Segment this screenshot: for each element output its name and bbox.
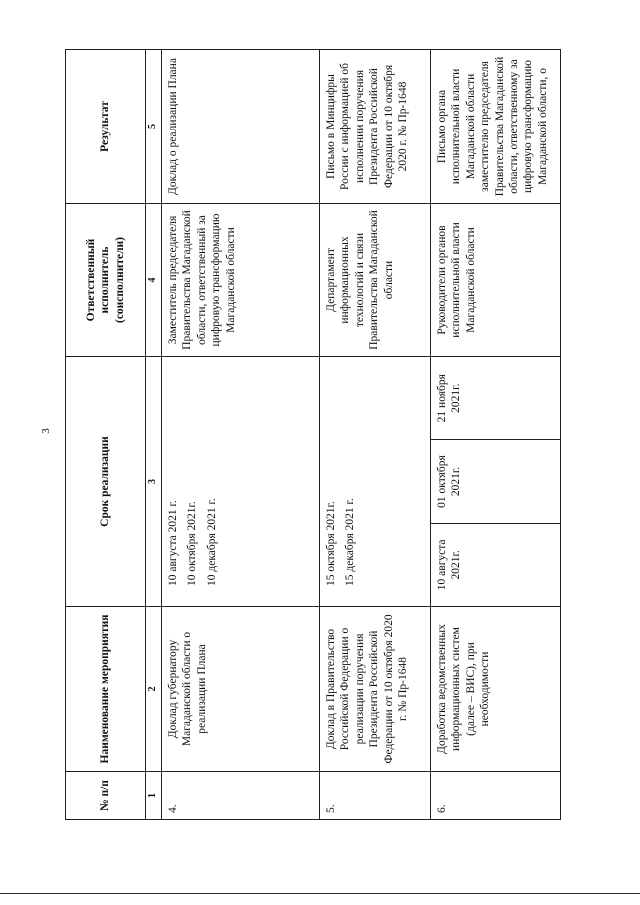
row-number: 6. (431, 772, 561, 820)
header-term: Срок реализации (66, 357, 146, 607)
deadline: 10 августа 2021 г. (167, 500, 179, 586)
col-number: 3 (146, 357, 162, 607)
table-row (431, 50, 561, 820)
deadlines (162, 357, 320, 607)
col-number: 2 (146, 607, 162, 772)
page-number: 3 (40, 428, 52, 434)
column-number-row (146, 50, 162, 820)
deadline: 15 октября 2021г. (325, 501, 337, 586)
header-row (66, 50, 146, 820)
deadline: 01 октября 2021г. (431, 440, 560, 523)
col-number: 5 (146, 50, 162, 204)
responsible: Заместитель председателя Правительства Магаданской области, ответственный за цифровую трансформацию Магаданской области (162, 204, 320, 357)
header-result: Результат (66, 50, 146, 204)
header-name: Наименование мероприятия (66, 607, 146, 772)
deadlines (320, 357, 431, 607)
result: Письмо в Минцифры России с информацией об исполнении поручения Президента Российской Федерации от 10 октября 2020 г. № Пр-1648 (320, 50, 431, 204)
responsible: Департамент информационных технологий и связи Правительства Магаданской области (320, 204, 431, 357)
page-bottom-line (0, 893, 640, 894)
deadline: 15 декабря 2021 г. (344, 498, 357, 586)
deadline: 10 декабря 2021 г. (205, 498, 218, 586)
activity-name: Доклад губернатору Магаданской области о реализации Плана (162, 607, 320, 772)
row-number: 5. (320, 772, 431, 820)
table-row (162, 50, 320, 820)
activity-name: Доклад в Правительство Российской Федерации о реализации поручения Президента Российской Федерации от 10 октября 2020 г. № Пр-1648 (320, 607, 431, 772)
deadline: 21 ноября 2021г. (431, 357, 560, 440)
result: Письмо органа исполнительной власти Магаданской области заместителю председателя Правительства Магаданской области, ответственному за цифровую трансформацию Магаданской области, о (431, 50, 561, 204)
table-row (320, 50, 431, 820)
rotated-plan-table (65, 50, 560, 820)
deadlines (431, 357, 561, 607)
col-number: 1 (146, 772, 162, 820)
deadline: 10 октября 2021г. (186, 501, 199, 586)
header-responsible: Ответственный исполнитель (соисполнители) (66, 204, 146, 357)
col-number: 4 (146, 204, 162, 357)
activity-name: Доработка ведомственных информационных систем (далее – ВИС), при необходимости (431, 607, 561, 772)
row-number: 4. (162, 772, 320, 820)
result: Доклад о реализации Плана (162, 50, 320, 204)
deadline: 10 августа 2021г. (436, 539, 463, 591)
plan-table (65, 49, 561, 820)
responsible: Руководители органов исполнительной власти Магаданской области (431, 204, 561, 357)
header-num: № п/п (66, 772, 146, 820)
